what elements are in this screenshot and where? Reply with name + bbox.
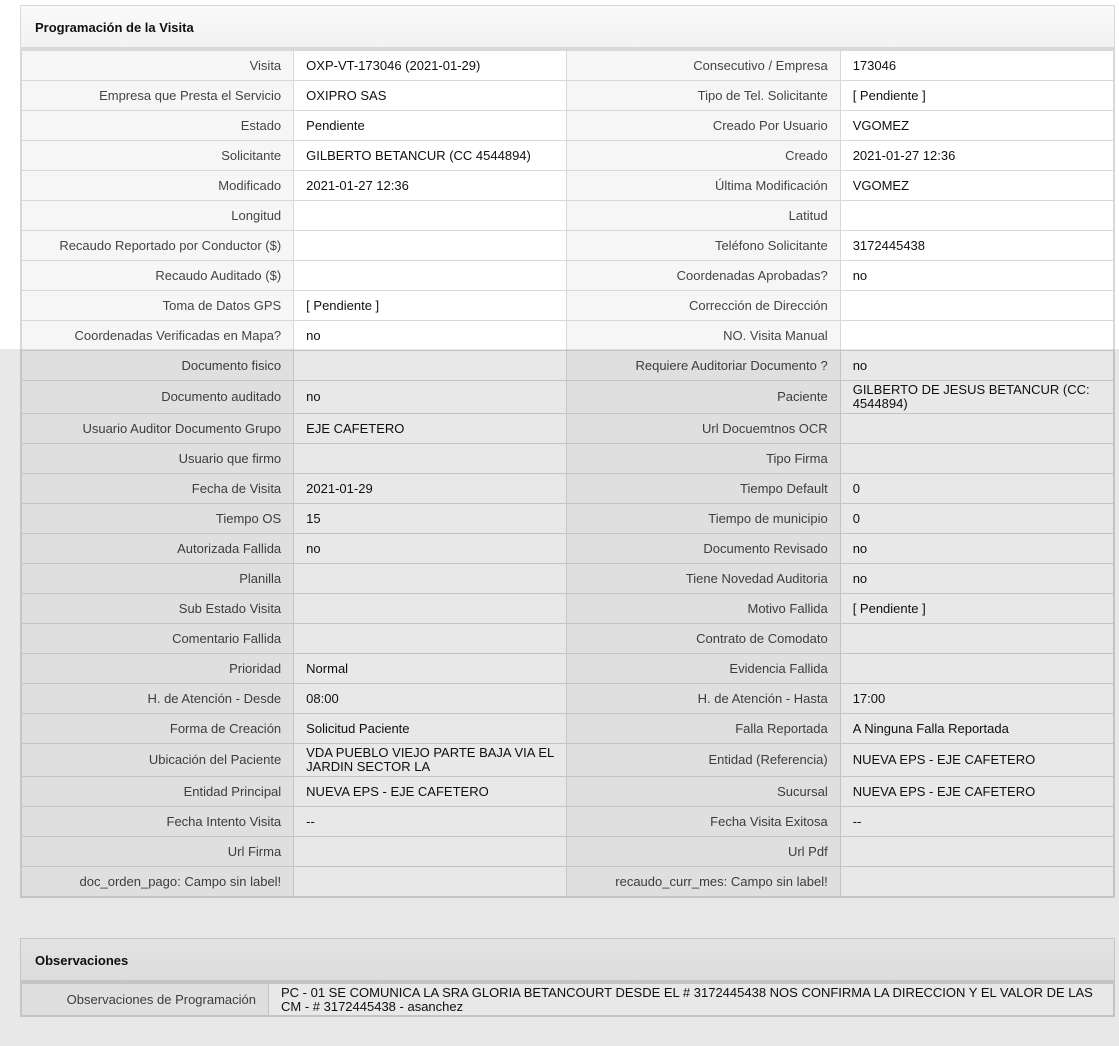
table-row (22, 624, 1114, 654)
table-row (22, 414, 1114, 444)
field-value: 0 (840, 504, 1113, 534)
field-value: VGOMEZ (840, 171, 1113, 201)
table-row (22, 171, 1114, 201)
table-row (22, 51, 1114, 81)
field-value (294, 594, 567, 624)
field-value: no (840, 534, 1113, 564)
field-label: Comentario Fallida (22, 624, 294, 654)
field-label: Documento fisico (22, 351, 294, 381)
table-row (22, 504, 1114, 534)
field-label: Motivo Fallida (567, 594, 840, 624)
field-label: Fecha Visita Exitosa (567, 807, 840, 837)
table-row (22, 291, 1114, 321)
field-value: Normal (294, 654, 567, 684)
field-value (840, 321, 1113, 351)
field-value (840, 654, 1113, 684)
field-value: VDA PUEBLO VIEJO PARTE BAJA VIA EL JARDIN SECTOR LA (294, 744, 567, 777)
field-value: A Ninguna Falla Reportada (840, 714, 1113, 744)
field-label: Solicitante (22, 141, 294, 171)
field-value (840, 414, 1113, 444)
table-row (22, 777, 1114, 807)
field-label: Coordenadas Verificadas en Mapa? (22, 321, 294, 351)
field-value (840, 867, 1113, 897)
field-value: VGOMEZ (840, 111, 1113, 141)
field-label: Tiempo OS (22, 504, 294, 534)
field-value: -- (840, 807, 1113, 837)
field-label: Falla Reportada (567, 714, 840, 744)
field-value: no (840, 261, 1113, 291)
field-value (840, 291, 1113, 321)
field-value: PC - 01 SE COMUNICA LA SRA GLORIA BETANCOURT DESDE EL # 3172445438 NOS CONFIRMA LA DIRECCION Y EL VALOR DE LAS CM - # 3172445438 - asanchez (269, 984, 1114, 1016)
table-row (22, 321, 1114, 351)
table-row (22, 867, 1114, 897)
table-row (22, 351, 1114, 381)
table-row (22, 381, 1114, 414)
table-row (22, 111, 1114, 141)
visit-details-table (21, 50, 1114, 897)
field-label: Usuario que firmo (22, 444, 294, 474)
field-label: Empresa que Presta el Servicio (22, 81, 294, 111)
field-label: Sucursal (567, 777, 840, 807)
field-label: Tiempo Default (567, 474, 840, 504)
observations-panel (20, 938, 1115, 1017)
field-value: [ Pendiente ] (840, 594, 1113, 624)
table-row (22, 714, 1114, 744)
field-label: Entidad Principal (22, 777, 294, 807)
field-label: Latitud (567, 201, 840, 231)
field-label: Tipo Firma (567, 444, 840, 474)
field-label: Recaudo Auditado ($) (22, 261, 294, 291)
field-label: doc_orden_pago: Campo sin label! (22, 867, 294, 897)
field-value: 2021-01-29 (294, 474, 567, 504)
field-value: 15 (294, 504, 567, 534)
table-row (22, 261, 1114, 291)
field-value (294, 261, 567, 291)
field-value: 0 (840, 474, 1113, 504)
field-value: [ Pendiente ] (840, 81, 1113, 111)
field-label: Url Docuemtnos OCR (567, 414, 840, 444)
field-label: Documento Revisado (567, 534, 840, 564)
field-label: Documento auditado (22, 381, 294, 414)
field-value: GILBERTO DE JESUS BETANCUR (CC: 4544894) (840, 381, 1113, 414)
field-label: Usuario Auditor Documento Grupo (22, 414, 294, 444)
table-row (22, 684, 1114, 714)
field-label: Entidad (Referencia) (567, 744, 840, 777)
panel-title: Observaciones (21, 939, 1114, 983)
field-label: Ubicación del Paciente (22, 744, 294, 777)
field-label: Última Modificación (567, 171, 840, 201)
field-value (294, 201, 567, 231)
field-value: 3172445438 (840, 231, 1113, 261)
field-label: Consecutivo / Empresa (567, 51, 840, 81)
field-label: Teléfono Solicitante (567, 231, 840, 261)
field-value: NUEVA EPS - EJE CAFETERO (840, 744, 1113, 777)
field-label: Contrato de Comodato (567, 624, 840, 654)
field-value (294, 837, 567, 867)
table-row (22, 231, 1114, 261)
field-label: recaudo_curr_mes: Campo sin label! (567, 867, 840, 897)
field-value: GILBERTO BETANCUR (CC 4544894) (294, 141, 567, 171)
field-label: Tipo de Tel. Solicitante (567, 81, 840, 111)
table-row (22, 474, 1114, 504)
table-row (22, 81, 1114, 111)
panel-title: Programación de la Visita (21, 6, 1114, 50)
field-value (294, 564, 567, 594)
field-label: Fecha de Visita (22, 474, 294, 504)
field-value: 2021-01-27 12:36 (840, 141, 1113, 171)
field-label: Modificado (22, 171, 294, 201)
field-label: Coordenadas Aprobadas? (567, 261, 840, 291)
field-label: Paciente (567, 381, 840, 414)
field-value: -- (294, 807, 567, 837)
field-value (294, 867, 567, 897)
field-value: Solicitud Paciente (294, 714, 567, 744)
table-row (22, 444, 1114, 474)
field-value (294, 231, 567, 261)
field-label: Fecha Intento Visita (22, 807, 294, 837)
table-row (22, 984, 1114, 1016)
field-value: 173046 (840, 51, 1113, 81)
field-label: Tiene Novedad Auditoria (567, 564, 840, 594)
field-value: no (294, 321, 567, 351)
field-label: Observaciones de Programación (22, 984, 269, 1016)
field-value (840, 201, 1113, 231)
field-value: Pendiente (294, 111, 567, 141)
table-row (22, 201, 1114, 231)
field-value: 2021-01-27 12:36 (294, 171, 567, 201)
field-value (294, 351, 567, 381)
observations-table (21, 983, 1114, 1016)
field-value: no (840, 351, 1113, 381)
field-value (840, 444, 1113, 474)
field-label: Longitud (22, 201, 294, 231)
field-label: Url Pdf (567, 837, 840, 867)
field-label: Creado (567, 141, 840, 171)
field-label: Tiempo de municipio (567, 504, 840, 534)
field-value: OXIPRO SAS (294, 81, 567, 111)
table-row (22, 654, 1114, 684)
table-row (22, 564, 1114, 594)
table-row (22, 594, 1114, 624)
field-value: no (294, 534, 567, 564)
field-value (294, 444, 567, 474)
field-value: NUEVA EPS - EJE CAFETERO (294, 777, 567, 807)
table-row (22, 837, 1114, 867)
field-label: NO. Visita Manual (567, 321, 840, 351)
field-label: Requiere Auditoriar Documento ? (567, 351, 840, 381)
field-label: Prioridad (22, 654, 294, 684)
table-row (22, 141, 1114, 171)
field-label: Toma de Datos GPS (22, 291, 294, 321)
table-row (22, 534, 1114, 564)
field-label: Url Firma (22, 837, 294, 867)
field-value (840, 624, 1113, 654)
field-label: Evidencia Fallida (567, 654, 840, 684)
field-label: Autorizada Fallida (22, 534, 294, 564)
field-label: Corrección de Dirección (567, 291, 840, 321)
field-value: 17:00 (840, 684, 1113, 714)
field-value: EJE CAFETERO (294, 414, 567, 444)
visit-programming-panel (20, 5, 1115, 898)
field-value: 08:00 (294, 684, 567, 714)
field-label: H. de Atención - Hasta (567, 684, 840, 714)
field-label: Recaudo Reportado por Conductor ($) (22, 231, 294, 261)
table-row (22, 744, 1114, 777)
field-label: Sub Estado Visita (22, 594, 294, 624)
field-value: NUEVA EPS - EJE CAFETERO (840, 777, 1113, 807)
field-value (294, 624, 567, 654)
field-label: H. de Atención - Desde (22, 684, 294, 714)
field-label: Forma de Creación (22, 714, 294, 744)
field-label: Estado (22, 111, 294, 141)
field-label: Visita (22, 51, 294, 81)
field-value: no (840, 564, 1113, 594)
field-value: OXP-VT-173046 (2021-01-29) (294, 51, 567, 81)
field-value (840, 837, 1113, 867)
field-value: [ Pendiente ] (294, 291, 567, 321)
field-value: no (294, 381, 567, 414)
table-row (22, 807, 1114, 837)
field-label: Creado Por Usuario (567, 111, 840, 141)
field-label: Planilla (22, 564, 294, 594)
